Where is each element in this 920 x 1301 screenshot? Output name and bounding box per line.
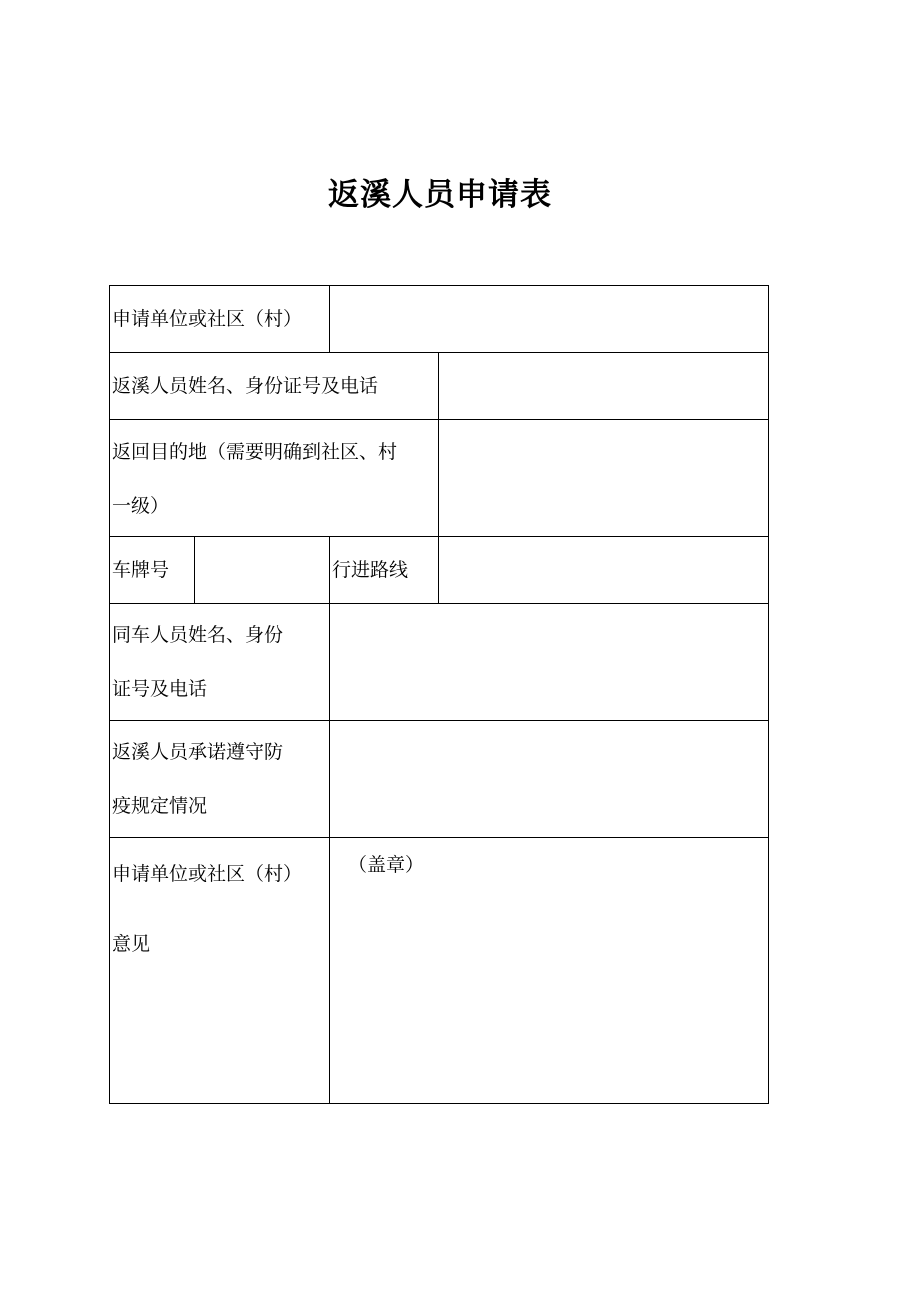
destination-field[interactable] [439,420,768,536]
table-border-left [109,285,110,1104]
returnee-info-field[interactable] [439,353,768,419]
opinion-label-line2: 意见 [112,933,151,955]
plate-number-field[interactable] [195,537,329,603]
applicant-unit-field[interactable] [330,286,768,352]
companions-label-line2: 证号及电话 [112,678,208,700]
companions-label [112,608,283,716]
opinion-label [112,839,302,979]
commitment-label-line2: 疫规定情况 [112,795,208,817]
plate-number-label: 车牌号 [112,559,170,581]
table-border-bottom [109,1103,769,1104]
commitment-label-line1: 返溪人员承诺遵守防 [112,741,284,763]
route-label: 行进路线 [332,559,409,581]
route-field[interactable] [439,537,768,603]
page-title: 返溪人员申请表 [328,177,552,213]
returnee-info-label: 返溪人员姓名、身份证号及电话 [112,375,379,397]
table-border-right [768,285,769,1104]
opinion-label-line1: 申请单位或社区（村） [112,863,303,885]
stamp-note: （盖章） [348,854,425,876]
opinion-field[interactable] [330,838,768,1103]
companions-field[interactable] [330,604,768,720]
destination-label [112,425,397,533]
destination-label-line1: 返回目的地（需要明确到社区、村 [112,441,398,463]
commitment-label [112,725,283,833]
column-divider [329,536,330,603]
applicant-unit-label: 申请单位或社区（村） [112,308,303,330]
commitment-field[interactable] [330,721,768,837]
application-form-table [109,285,769,1104]
destination-label-line2: 一级） [112,495,170,517]
companions-label-line1: 同车人员姓名、身份 [112,624,284,646]
